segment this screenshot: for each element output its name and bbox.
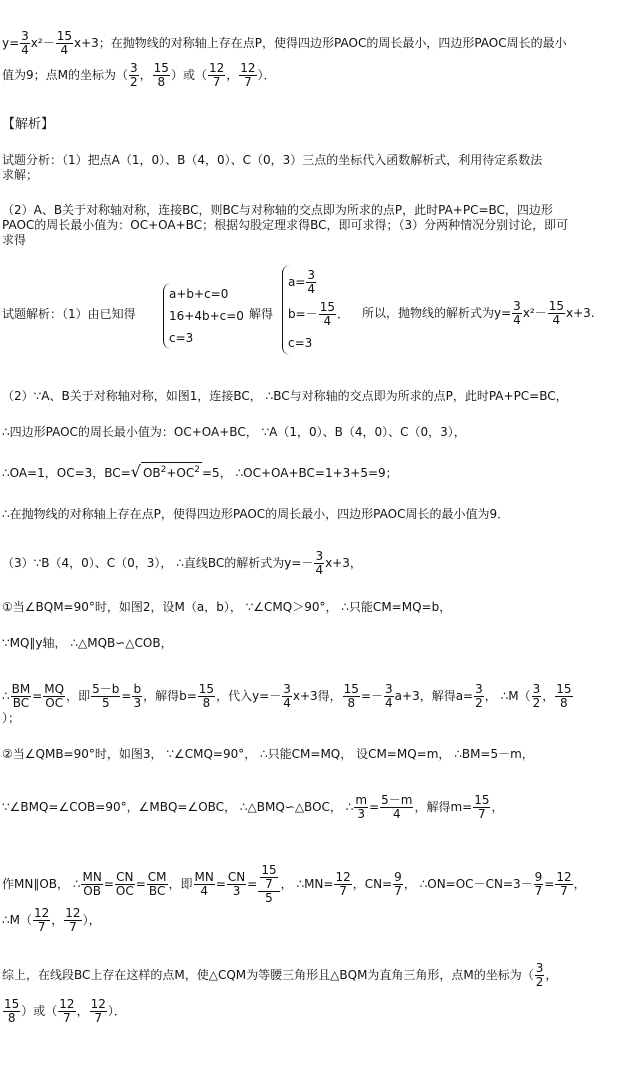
fraction bbox=[282, 683, 292, 710]
part2-line-3 bbox=[2, 462, 398, 480]
den: BC bbox=[147, 884, 168, 898]
analysis-line-1: 试题分析：（1）把点A（1，0）、B（4，0）、C（0，3）三点的坐标代入函数解析式，利用待定系数法 bbox=[2, 153, 543, 167]
parabola-result bbox=[362, 300, 595, 327]
part3-line-6: ②当∠QMB=90°时，如图3， ∵∠CMQ=90°， ∴只能CM=MQ， 设CM=MQ=m， ∴BM=5－m， bbox=[2, 747, 534, 761]
fraction bbox=[555, 871, 572, 898]
text: ， bbox=[139, 68, 152, 82]
num: 9 bbox=[534, 870, 543, 884]
num: CN bbox=[116, 870, 134, 884]
complex-fraction bbox=[258, 864, 279, 905]
analysis-line-3: （2）A、B关于对称轴对称，连接BC，则BC与对称轴的交点即为所求的点P，此时PA+PC=BC，四边形 bbox=[2, 203, 553, 217]
num: MN bbox=[82, 870, 102, 884]
part3-line-1 bbox=[2, 550, 362, 577]
text: x+3得， bbox=[292, 689, 342, 703]
den: 7 bbox=[33, 920, 50, 934]
fraction bbox=[56, 30, 73, 57]
den: 7 bbox=[90, 1011, 107, 1025]
fraction bbox=[314, 550, 324, 577]
den: 8 bbox=[555, 696, 572, 710]
exponent: 2 bbox=[194, 465, 200, 475]
solution-system bbox=[282, 265, 349, 355]
conclusion-line-1 bbox=[2, 962, 557, 989]
den: 5 bbox=[258, 891, 279, 905]
text: y= bbox=[2, 36, 20, 50]
num: 12 bbox=[65, 906, 81, 920]
text: ）． bbox=[257, 68, 276, 82]
den: 7 bbox=[58, 1011, 75, 1025]
den: 8 bbox=[3, 1011, 20, 1025]
num: 3 bbox=[130, 61, 138, 75]
answer-line-1 bbox=[2, 30, 567, 57]
text: ， ∴ON=OC－CN=3－ bbox=[403, 877, 533, 891]
num: 15 bbox=[343, 682, 359, 696]
den: 4 bbox=[513, 313, 521, 327]
num: 15 bbox=[56, 29, 72, 43]
fraction bbox=[239, 62, 256, 89]
num: 3 bbox=[21, 29, 29, 43]
den: 2 bbox=[475, 696, 483, 710]
part2-line-1: （2）∵A、B关于对称轴对称，如图1，连接BC， ∴BC与对称轴的交点即为所求的点P，此时PA+PC=BC， bbox=[2, 389, 568, 403]
part3-line-2: ①当∠BQM=90°时，如图2，设M（a，b）， ∵∠CMQ＞90°， ∴只能CM=MQ=b， bbox=[2, 600, 452, 614]
fraction bbox=[129, 62, 139, 89]
fraction bbox=[535, 962, 545, 989]
text: ， bbox=[76, 1004, 89, 1018]
num: 15 bbox=[548, 299, 565, 313]
num: 15 bbox=[474, 793, 490, 807]
den: 2 bbox=[130, 75, 138, 89]
fraction bbox=[11, 683, 32, 710]
den: OC bbox=[45, 696, 64, 710]
den: 4 bbox=[283, 696, 291, 710]
den: 8 bbox=[198, 696, 215, 710]
fraction bbox=[474, 683, 484, 710]
num: 9 bbox=[394, 870, 402, 884]
text: ∴OA=1，OC=3，BC= bbox=[2, 466, 131, 480]
text: = bbox=[135, 877, 146, 891]
den: 4 bbox=[194, 884, 215, 898]
text: 所以，抛物线的解析式为y= bbox=[362, 306, 512, 320]
solution1-prefix: 试题解析：（1）由已知得 bbox=[2, 307, 136, 321]
fraction bbox=[384, 683, 394, 710]
den: 7 bbox=[334, 884, 351, 898]
text: ）或（ bbox=[170, 68, 207, 82]
text: x+3；在抛物线的对称轴上存在点P，使得四边形PAOC的周长最小，四边形PAOC周长的最小 bbox=[74, 36, 567, 50]
text: ． bbox=[336, 307, 349, 321]
text: = bbox=[121, 689, 132, 703]
num: 3 bbox=[535, 961, 544, 975]
num: 15 bbox=[4, 997, 20, 1011]
text: x+3， bbox=[325, 556, 362, 570]
analysis-line-4: PAOC的周长最小值为：OC+OA+BC；根据勾股定理求得BC，即可求得；（3）分两种情况分别讨论，即可 bbox=[2, 218, 569, 232]
fraction bbox=[20, 30, 30, 57]
text: OB bbox=[142, 466, 161, 480]
fraction bbox=[43, 683, 65, 710]
num: 3 bbox=[532, 682, 541, 696]
part3-line-5: ）； bbox=[2, 711, 21, 725]
den: 7 bbox=[239, 75, 256, 89]
text: （3）∵B（4，0）、C（0，3）， ∴直线BC的解析式为y=－ bbox=[2, 556, 314, 570]
den: 8 bbox=[343, 696, 360, 710]
fraction bbox=[512, 300, 522, 327]
part3-line-7 bbox=[2, 794, 504, 821]
text: = bbox=[215, 877, 226, 891]
text: ，即 bbox=[168, 877, 193, 891]
part3-line-3: ∵MQ∥y轴， ∴△MQB∽△COB， bbox=[2, 636, 173, 650]
den: 4 bbox=[385, 696, 393, 710]
num: 12 bbox=[335, 870, 351, 884]
fraction bbox=[354, 794, 368, 821]
num: 15 bbox=[319, 300, 335, 314]
num: 12 bbox=[208, 61, 225, 75]
text: ，即 bbox=[66, 689, 91, 703]
den: 5 bbox=[91, 696, 120, 710]
fraction bbox=[343, 683, 360, 710]
num: 15 bbox=[198, 682, 215, 696]
den: 4 bbox=[319, 314, 336, 328]
fraction bbox=[132, 683, 142, 710]
fraction bbox=[81, 871, 102, 898]
den: 3 bbox=[354, 807, 368, 821]
num: 12 bbox=[34, 906, 50, 920]
num: 12 bbox=[90, 997, 106, 1011]
equation: a+b+c=0 bbox=[169, 287, 229, 301]
fraction bbox=[334, 871, 351, 898]
fraction bbox=[58, 998, 75, 1025]
text: ， bbox=[542, 689, 555, 703]
den: OB bbox=[83, 884, 101, 898]
text: 作MN∥OB， ∴ bbox=[2, 877, 81, 891]
part2-line-4: ∴在抛物线的对称轴上存在点P，使得四边形PAOC的周长最小，四边形PAOC周长的最小值为9． bbox=[2, 507, 510, 521]
fraction bbox=[260, 864, 277, 891]
fraction bbox=[194, 871, 215, 898]
text: ）， bbox=[82, 913, 101, 927]
den: 4 bbox=[307, 282, 316, 296]
den: 7 bbox=[260, 877, 277, 891]
answer-line-2 bbox=[2, 62, 276, 89]
den: OC bbox=[115, 884, 134, 898]
den: 2 bbox=[532, 696, 541, 710]
part2-line-2: ∴四边形PAOC的周长最小值为：OC+OA+BC， ∵A（1，0）、B（4，0）、C（0，3）， bbox=[2, 425, 466, 439]
den: 7 bbox=[555, 884, 572, 898]
text: ）． bbox=[107, 1004, 126, 1018]
text: = bbox=[32, 689, 43, 703]
sqrt-sign: √ bbox=[130, 462, 141, 481]
fraction bbox=[33, 907, 50, 934]
text: ， ∴MN= bbox=[280, 877, 334, 891]
fraction bbox=[227, 871, 246, 898]
text: ∴ bbox=[2, 689, 10, 703]
den: 4 bbox=[21, 43, 29, 57]
text: ， bbox=[573, 877, 586, 891]
fraction bbox=[147, 871, 168, 898]
part3-line-4 bbox=[2, 683, 574, 710]
num: 3 bbox=[385, 682, 393, 696]
num: CN bbox=[227, 870, 246, 884]
equation: 16+4b+c=0 bbox=[169, 309, 244, 323]
text: ， bbox=[226, 68, 239, 82]
den: 7 bbox=[208, 75, 225, 89]
text: = bbox=[544, 877, 555, 891]
fraction bbox=[555, 683, 572, 710]
num: 12 bbox=[556, 870, 572, 884]
solve-label: 解得 bbox=[249, 307, 274, 321]
den: 2 bbox=[535, 975, 544, 989]
fraction bbox=[319, 301, 336, 328]
fraction bbox=[64, 907, 81, 934]
text: 综上，在线段BC上存在这样的点M，使△CQM为等腰三角形且△BQM为直角三角形，点M的坐标为（ bbox=[2, 968, 534, 982]
fraction bbox=[3, 998, 20, 1025]
text: = bbox=[247, 877, 258, 891]
fraction bbox=[90, 998, 107, 1025]
text: +OC bbox=[166, 466, 195, 480]
num: 3 bbox=[315, 549, 324, 563]
text: a+3，解得a= bbox=[394, 689, 474, 703]
text: 值为9；点M的坐标为（ bbox=[2, 68, 128, 82]
den: 7 bbox=[394, 884, 402, 898]
den: 7 bbox=[64, 920, 81, 934]
num: m bbox=[355, 793, 368, 807]
conclusion-line-2 bbox=[2, 998, 126, 1025]
text: =5， ∴OC+OA+BC=1+3+5=9； bbox=[202, 466, 398, 480]
text: =－ bbox=[360, 689, 384, 703]
num: 3 bbox=[475, 682, 483, 696]
num: 12 bbox=[240, 61, 256, 75]
text: = bbox=[369, 800, 380, 814]
num: 15 bbox=[153, 61, 169, 75]
fraction bbox=[198, 683, 215, 710]
equation: c=3 bbox=[288, 336, 313, 350]
sqrt-body bbox=[141, 462, 202, 480]
text: ∴M（ bbox=[2, 913, 32, 927]
den: 4 bbox=[56, 43, 73, 57]
text: x²－ bbox=[30, 36, 55, 50]
text: = bbox=[103, 877, 114, 891]
den: 8 bbox=[153, 75, 170, 89]
den: 3 bbox=[227, 884, 246, 898]
equation: c=3 bbox=[169, 331, 194, 345]
den: 3 bbox=[133, 696, 142, 710]
den: 4 bbox=[315, 563, 324, 577]
equation-system bbox=[163, 283, 244, 349]
part3-line-9 bbox=[2, 907, 101, 934]
num: 3 bbox=[307, 268, 316, 282]
den: 4 bbox=[380, 807, 413, 821]
num: 5－m bbox=[381, 793, 413, 807]
text: x²－ bbox=[522, 306, 547, 320]
fraction bbox=[153, 62, 170, 89]
num bbox=[258, 864, 279, 891]
text: ， ∴M（ bbox=[484, 689, 531, 703]
fraction bbox=[548, 300, 565, 327]
den: 7 bbox=[473, 807, 490, 821]
fraction bbox=[473, 794, 490, 821]
den: 4 bbox=[548, 313, 565, 327]
fraction bbox=[208, 62, 225, 89]
analysis-line-5: 求得 bbox=[2, 233, 27, 247]
num: 5－b bbox=[92, 682, 120, 696]
num: 15 bbox=[261, 863, 277, 877]
text: ， bbox=[51, 913, 64, 927]
fraction bbox=[534, 871, 544, 898]
text: a= bbox=[288, 275, 306, 289]
num: 3 bbox=[283, 682, 291, 696]
text: ， bbox=[491, 800, 504, 814]
fraction bbox=[393, 871, 403, 898]
num: b bbox=[133, 682, 142, 696]
text: ∵∠BMQ=∠COB=90°，∠MBQ=∠OBC， ∴△BMQ∽△BOC， ∴ bbox=[2, 800, 354, 814]
fraction bbox=[91, 683, 120, 710]
num: 12 bbox=[59, 997, 75, 1011]
num: BM bbox=[11, 682, 31, 696]
text: ，解得b= bbox=[143, 689, 197, 703]
text: ）或（ bbox=[21, 1004, 58, 1018]
fraction bbox=[380, 794, 413, 821]
num: CM bbox=[147, 870, 167, 884]
num: MN bbox=[194, 870, 214, 884]
text: b=－ bbox=[288, 307, 318, 321]
num: 3 bbox=[513, 299, 521, 313]
section-heading: 【解析】 bbox=[2, 117, 55, 132]
num: MQ bbox=[44, 682, 65, 696]
exponent: 2 bbox=[160, 465, 167, 475]
fraction bbox=[115, 871, 135, 898]
text: ， bbox=[545, 968, 558, 982]
num: 15 bbox=[556, 682, 572, 696]
fraction bbox=[532, 683, 542, 710]
text: ，代入y=－ bbox=[216, 689, 282, 703]
text: ，CN= bbox=[352, 877, 393, 891]
text: x+3. bbox=[566, 306, 595, 320]
den: 7 bbox=[534, 884, 543, 898]
fraction bbox=[306, 269, 316, 296]
part3-line-8 bbox=[2, 864, 586, 905]
text: ，解得m= bbox=[414, 800, 473, 814]
analysis-line-2: 求解； bbox=[2, 168, 39, 182]
den: BC bbox=[11, 696, 32, 710]
